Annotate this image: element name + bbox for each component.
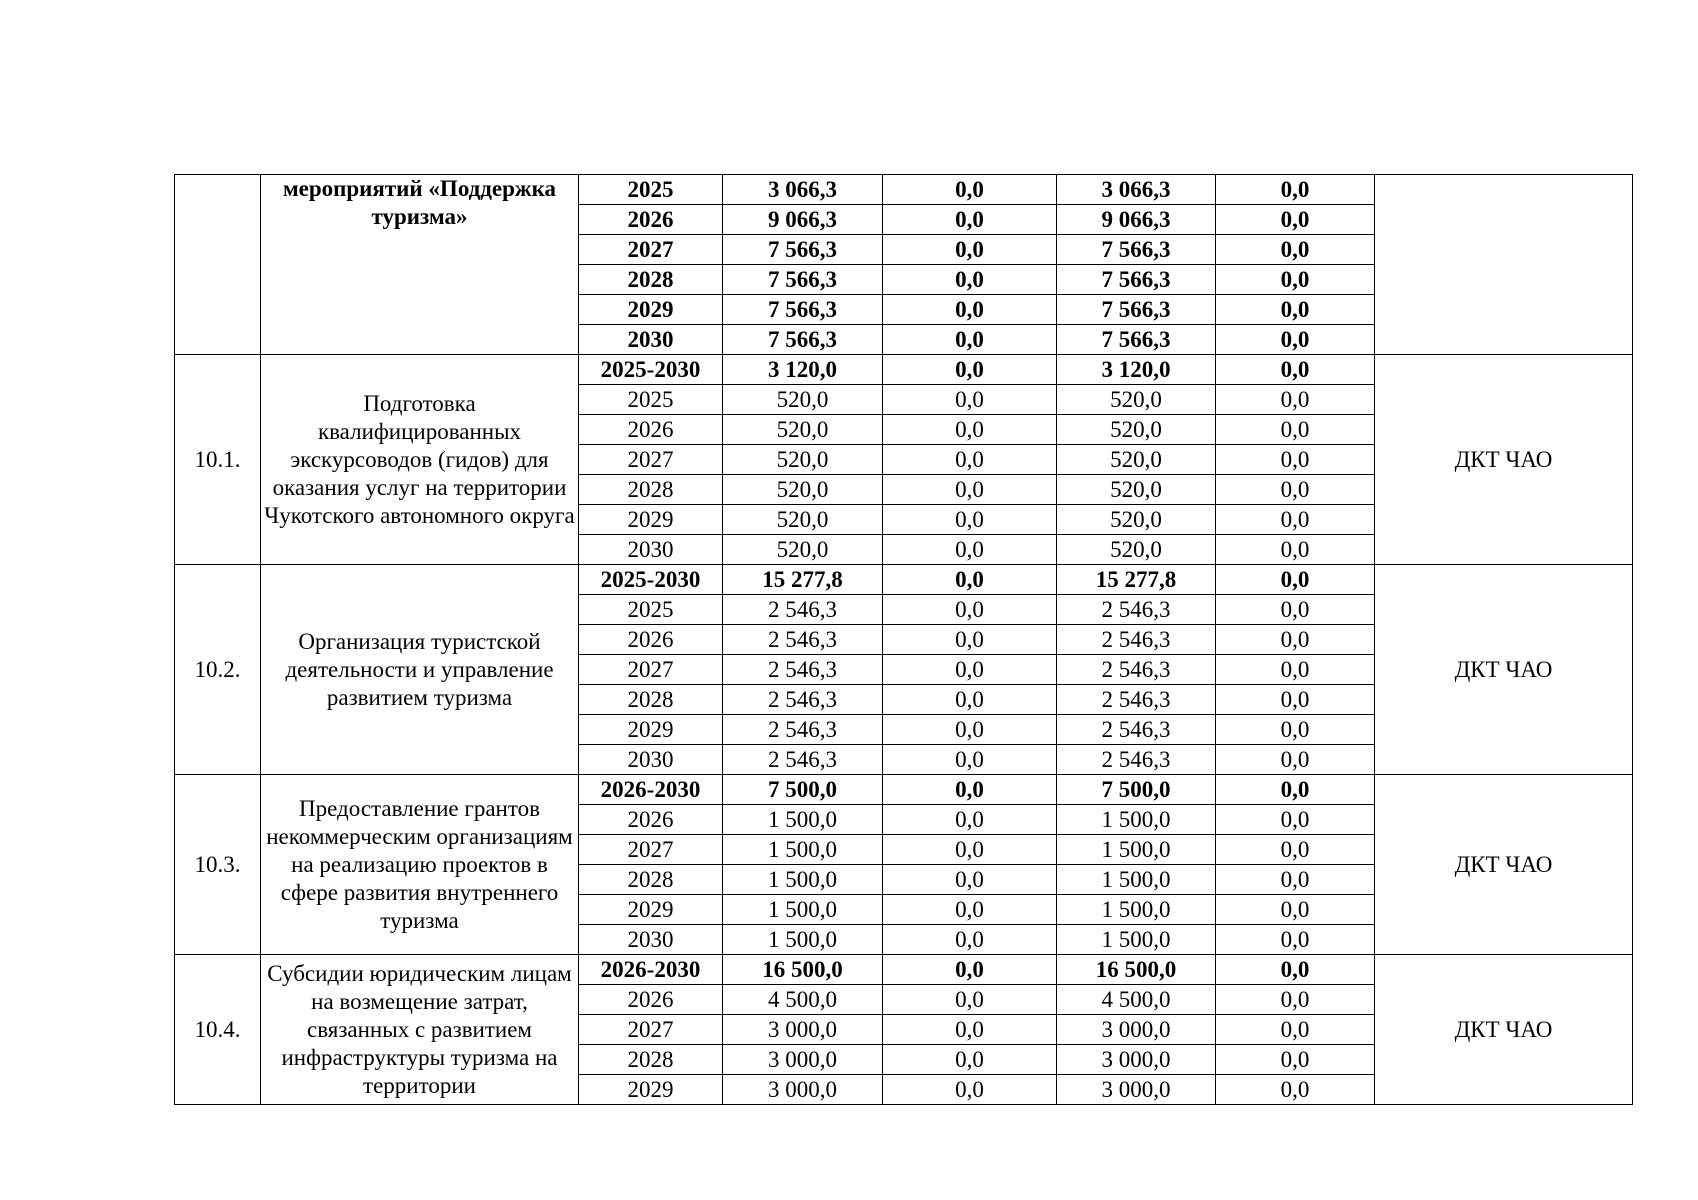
cell-c2: 3 066,3 [1057, 175, 1216, 205]
cell-c2: 520,0 [1057, 535, 1216, 565]
cell-c1: 0,0 [883, 475, 1057, 505]
cell-total: 16 500,0 [723, 955, 883, 985]
cell-c2: 9 066,3 [1057, 205, 1216, 235]
cell-year: 2029 [579, 295, 723, 325]
cell-total: 2 546,3 [723, 745, 883, 775]
cell-year: 2026 [579, 805, 723, 835]
cell-year: 2027 [579, 655, 723, 685]
cell-year: 2027 [579, 1015, 723, 1045]
cell-total: 1 500,0 [723, 925, 883, 955]
cell-year: 2030 [579, 925, 723, 955]
cell-c3: 0,0 [1216, 385, 1375, 415]
cell-c3: 0,0 [1216, 415, 1375, 445]
cell-total: 1 500,0 [723, 835, 883, 865]
cell-total: 7 566,3 [723, 235, 883, 265]
cell-total: 7 566,3 [723, 295, 883, 325]
cell-c3: 0,0 [1216, 265, 1375, 295]
table-row [175, 175, 1633, 205]
item-name-cell: Организация туристской деятельности и управление развитием туризма [261, 565, 579, 775]
cell-total: 3 066,3 [723, 175, 883, 205]
cell-c3: 0,0 [1216, 685, 1375, 715]
cell-c3: 0,0 [1216, 655, 1375, 685]
cell-c1: 0,0 [883, 1045, 1057, 1075]
cell-total: 520,0 [723, 505, 883, 535]
cell-c2: 520,0 [1057, 385, 1216, 415]
cell-c1: 0,0 [883, 565, 1057, 595]
item-number-cell [175, 175, 261, 355]
cell-c1: 0,0 [883, 865, 1057, 895]
cell-total: 1 500,0 [723, 805, 883, 835]
cell-year: 2026 [579, 625, 723, 655]
cell-total: 520,0 [723, 475, 883, 505]
cell-c2: 16 500,0 [1057, 955, 1216, 985]
executor-cell: ДКТ ЧАО [1375, 565, 1633, 775]
cell-year: 2030 [579, 745, 723, 775]
item-number-cell: 10.3. [175, 775, 261, 955]
cell-c2: 520,0 [1057, 415, 1216, 445]
item-name-cell: Подготовка квалифицированных экскурсоводов (гидов) для оказания услуг на территории Чукотского автономного округа [261, 355, 579, 565]
cell-year: 2026-2030 [579, 775, 723, 805]
cell-c3: 0,0 [1216, 1045, 1375, 1075]
cell-c1: 0,0 [883, 985, 1057, 1015]
cell-c2: 2 546,3 [1057, 625, 1216, 655]
cell-c2: 7 566,3 [1057, 295, 1216, 325]
table-row [175, 355, 1633, 385]
cell-c2: 7 566,3 [1057, 235, 1216, 265]
cell-c3: 0,0 [1216, 565, 1375, 595]
cell-total: 520,0 [723, 415, 883, 445]
cell-c1: 0,0 [883, 535, 1057, 565]
cell-total: 9 066,3 [723, 205, 883, 235]
cell-c2: 7 566,3 [1057, 325, 1216, 355]
cell-c1: 0,0 [883, 415, 1057, 445]
cell-year: 2026 [579, 415, 723, 445]
cell-year: 2027 [579, 235, 723, 265]
cell-total: 7 500,0 [723, 775, 883, 805]
cell-c1: 0,0 [883, 205, 1057, 235]
cell-total: 1 500,0 [723, 895, 883, 925]
cell-total: 2 546,3 [723, 655, 883, 685]
cell-c2: 520,0 [1057, 505, 1216, 535]
cell-total: 3 120,0 [723, 355, 883, 385]
cell-total: 15 277,8 [723, 565, 883, 595]
cell-total: 520,0 [723, 385, 883, 415]
cell-total: 3 000,0 [723, 1075, 883, 1105]
cell-c3: 0,0 [1216, 925, 1375, 955]
cell-total: 520,0 [723, 445, 883, 475]
cell-c1: 0,0 [883, 265, 1057, 295]
item-number-cell: 10.1. [175, 355, 261, 565]
cell-total: 4 500,0 [723, 985, 883, 1015]
cell-year: 2025 [579, 175, 723, 205]
cell-year: 2030 [579, 535, 723, 565]
item-number-cell: 10.2. [175, 565, 261, 775]
cell-c3: 0,0 [1216, 235, 1375, 265]
cell-c3: 0,0 [1216, 505, 1375, 535]
cell-c1: 0,0 [883, 445, 1057, 475]
cell-c3: 0,0 [1216, 295, 1375, 325]
cell-c1: 0,0 [883, 595, 1057, 625]
cell-year: 2029 [579, 715, 723, 745]
table-row [175, 955, 1633, 985]
cell-year: 2029 [579, 895, 723, 925]
cell-c3: 0,0 [1216, 445, 1375, 475]
cell-c2: 2 546,3 [1057, 685, 1216, 715]
cell-c3: 0,0 [1216, 625, 1375, 655]
cell-c2: 4 500,0 [1057, 985, 1216, 1015]
cell-c3: 0,0 [1216, 595, 1375, 625]
cell-c3: 0,0 [1216, 955, 1375, 985]
cell-year: 2026 [579, 985, 723, 1015]
cell-c3: 0,0 [1216, 1015, 1375, 1045]
cell-year: 2025 [579, 385, 723, 415]
cell-year: 2028 [579, 1045, 723, 1075]
cell-year: 2027 [579, 835, 723, 865]
cell-c1: 0,0 [883, 295, 1057, 325]
cell-c2: 3 000,0 [1057, 1075, 1216, 1105]
funding-table [174, 174, 1633, 1105]
cell-c1: 0,0 [883, 685, 1057, 715]
cell-c1: 0,0 [883, 1075, 1057, 1105]
cell-year: 2025 [579, 595, 723, 625]
cell-c3: 0,0 [1216, 1075, 1375, 1105]
cell-c1: 0,0 [883, 655, 1057, 685]
cell-c1: 0,0 [883, 925, 1057, 955]
executor-cell: ДКТ ЧАО [1375, 775, 1633, 955]
cell-c2: 3 120,0 [1057, 355, 1216, 385]
cell-c3: 0,0 [1216, 475, 1375, 505]
cell-c3: 0,0 [1216, 835, 1375, 865]
cell-c2: 3 000,0 [1057, 1045, 1216, 1075]
cell-c1: 0,0 [883, 385, 1057, 415]
cell-c1: 0,0 [883, 745, 1057, 775]
table-row [175, 565, 1633, 595]
executor-cell [1375, 175, 1633, 355]
cell-c3: 0,0 [1216, 745, 1375, 775]
cell-c2: 7 566,3 [1057, 265, 1216, 295]
cell-total: 520,0 [723, 535, 883, 565]
cell-total: 3 000,0 [723, 1045, 883, 1075]
item-name-cell: мероприятий «Поддержка туризма» [261, 175, 579, 355]
cell-c3: 0,0 [1216, 715, 1375, 745]
cell-c1: 0,0 [883, 355, 1057, 385]
cell-c2: 1 500,0 [1057, 895, 1216, 925]
cell-total: 2 546,3 [723, 715, 883, 745]
cell-c2: 3 000,0 [1057, 1015, 1216, 1045]
cell-total: 2 546,3 [723, 685, 883, 715]
cell-c1: 0,0 [883, 505, 1057, 535]
cell-c1: 0,0 [883, 895, 1057, 925]
cell-c3: 0,0 [1216, 205, 1375, 235]
cell-c1: 0,0 [883, 1015, 1057, 1045]
cell-year: 2029 [579, 1075, 723, 1105]
cell-year: 2030 [579, 325, 723, 355]
cell-c2: 2 546,3 [1057, 745, 1216, 775]
cell-total: 7 566,3 [723, 265, 883, 295]
cell-year: 2028 [579, 265, 723, 295]
cell-c3: 0,0 [1216, 865, 1375, 895]
executor-cell: ДКТ ЧАО [1375, 355, 1633, 565]
cell-c3: 0,0 [1216, 805, 1375, 835]
table-body [175, 175, 1633, 1105]
cell-c2: 1 500,0 [1057, 805, 1216, 835]
cell-c2: 2 546,3 [1057, 715, 1216, 745]
cell-c3: 0,0 [1216, 775, 1375, 805]
cell-c3: 0,0 [1216, 895, 1375, 925]
cell-year: 2025-2030 [579, 565, 723, 595]
cell-c3: 0,0 [1216, 535, 1375, 565]
cell-c2: 7 500,0 [1057, 775, 1216, 805]
cell-c3: 0,0 [1216, 325, 1375, 355]
cell-total: 3 000,0 [723, 1015, 883, 1045]
cell-year: 2026 [579, 205, 723, 235]
cell-year: 2026-2030 [579, 955, 723, 985]
cell-total: 2 546,3 [723, 595, 883, 625]
cell-year: 2028 [579, 865, 723, 895]
cell-c1: 0,0 [883, 715, 1057, 745]
cell-c2: 15 277,8 [1057, 565, 1216, 595]
cell-year: 2027 [579, 445, 723, 475]
cell-c1: 0,0 [883, 175, 1057, 205]
cell-c1: 0,0 [883, 325, 1057, 355]
cell-c1: 0,0 [883, 625, 1057, 655]
item-number-cell: 10.4. [175, 955, 261, 1105]
cell-c1: 0,0 [883, 955, 1057, 985]
executor-cell: ДКТ ЧАО [1375, 955, 1633, 1105]
cell-total: 2 546,3 [723, 625, 883, 655]
cell-year: 2028 [579, 475, 723, 505]
cell-c1: 0,0 [883, 805, 1057, 835]
cell-c2: 1 500,0 [1057, 925, 1216, 955]
item-name-cell: Предоставление грантов некоммерческим организациям на реализацию проектов в сфере развития внутреннего туризма [261, 775, 579, 955]
cell-c2: 1 500,0 [1057, 865, 1216, 895]
cell-c2: 1 500,0 [1057, 835, 1216, 865]
item-name-cell: Субсидии юридическим лицам на возмещение затрат, связанных с развитием инфраструктуры туризма на территории [261, 955, 579, 1105]
cell-total: 1 500,0 [723, 865, 883, 895]
cell-c1: 0,0 [883, 235, 1057, 265]
cell-c2: 2 546,3 [1057, 595, 1216, 625]
cell-year: 2025-2030 [579, 355, 723, 385]
cell-c3: 0,0 [1216, 355, 1375, 385]
cell-c1: 0,0 [883, 775, 1057, 805]
cell-c2: 520,0 [1057, 445, 1216, 475]
cell-total: 7 566,3 [723, 325, 883, 355]
cell-year: 2028 [579, 685, 723, 715]
cell-c3: 0,0 [1216, 175, 1375, 205]
table-row [175, 775, 1633, 805]
cell-c2: 2 546,3 [1057, 655, 1216, 685]
cell-c1: 0,0 [883, 835, 1057, 865]
cell-c2: 520,0 [1057, 475, 1216, 505]
cell-c3: 0,0 [1216, 985, 1375, 1015]
cell-year: 2029 [579, 505, 723, 535]
